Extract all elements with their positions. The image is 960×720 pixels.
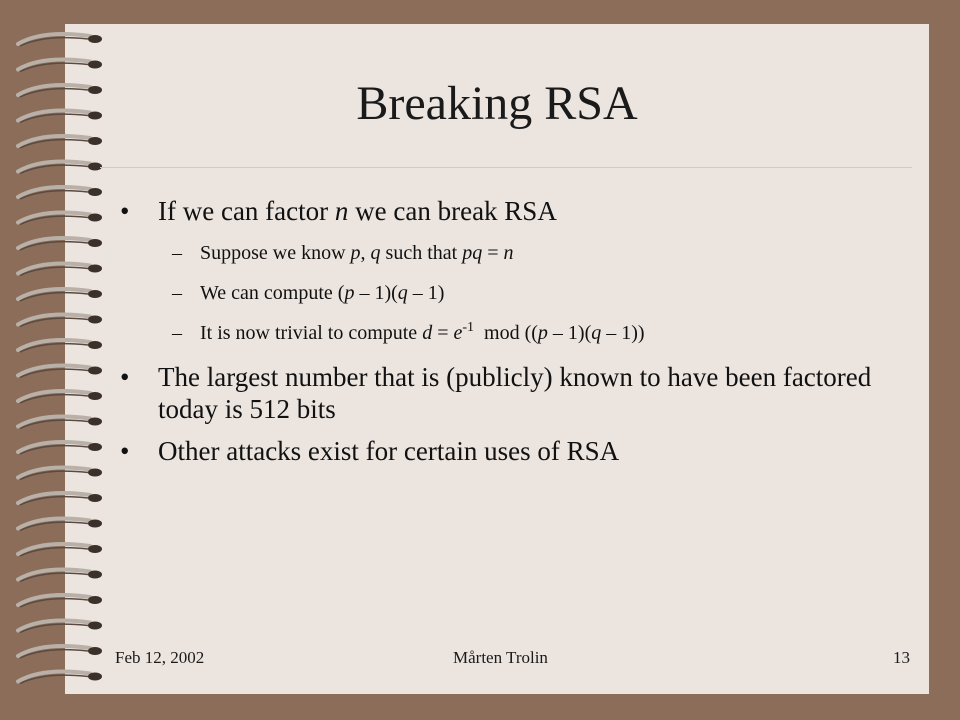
spiral-hole — [88, 61, 102, 69]
spiral-hole — [88, 494, 102, 502]
bullet-dot: • — [120, 362, 130, 392]
spiral-hole — [88, 622, 102, 630]
spiral-hole — [88, 341, 102, 349]
spiral-hole — [88, 443, 102, 451]
spiral-hole — [88, 290, 102, 298]
spiral-hole — [88, 239, 102, 247]
spiral-hole — [88, 188, 102, 196]
bullet-factor: • If we can factor n we can break RSA — [120, 196, 557, 226]
bullet-dot: • — [120, 436, 130, 466]
spiral-hole — [88, 596, 102, 604]
spiral-hole — [88, 520, 102, 528]
subitem-compute-d: – It is now trivial to compute $d = e^{-1}$ mod ((p – 1)(q – 1)) — [172, 320, 645, 344]
spiral-hole — [88, 35, 102, 43]
footer-date: Feb 12, 2002 — [115, 648, 205, 667]
footer-page-number: 13 — [893, 648, 910, 667]
spiral-hole — [88, 137, 102, 145]
subitem-compute-phi: – We can compute (p – 1)(q – 1) — [172, 282, 445, 304]
spiral-hole — [88, 392, 102, 400]
spiral-hole — [88, 367, 102, 375]
bullet-dot: • — [120, 196, 130, 226]
title-divider — [100, 167, 912, 168]
spiral-hole — [88, 214, 102, 222]
subitem-know-pq: – Suppose we know p, q such that pq = n — [172, 242, 514, 264]
sub-list — [120, 241, 910, 345]
bullet-largest-factored: • The largest number that is (publicly) known to have been factored today is 512 bits — [120, 362, 872, 424]
spiral-hole — [88, 469, 102, 477]
spiral-hole — [88, 673, 102, 681]
slide-title: Breaking RSA — [356, 77, 638, 130]
spiral-hole — [88, 647, 102, 655]
bullet-other-attacks: • Other attacks exist for certain uses of RSA — [120, 436, 620, 466]
spiral-hole — [88, 571, 102, 579]
footer-author: Mårten Trolin — [453, 648, 548, 667]
spiral-hole — [88, 418, 102, 426]
spiral-hole — [88, 265, 102, 273]
slide-body — [120, 195, 910, 477]
spiral-hole — [88, 316, 102, 324]
spiral-hole — [88, 545, 102, 553]
